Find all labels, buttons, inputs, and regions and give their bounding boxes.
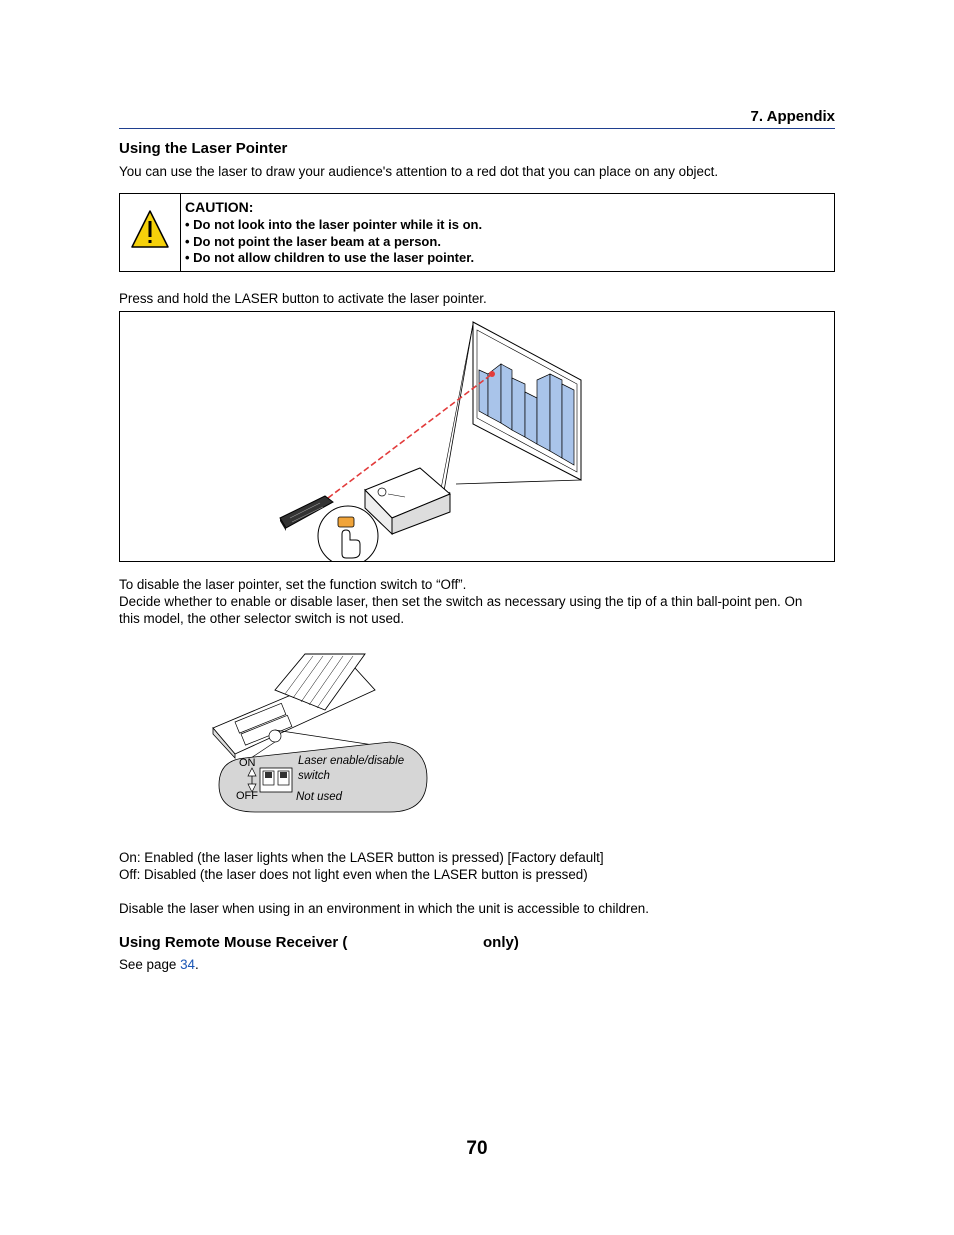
caution-item: • Do not point the laser beam at a person. bbox=[185, 234, 441, 249]
section-header: 7. Appendix bbox=[750, 108, 835, 125]
laser-switch-label-line1: Laser enable/disable bbox=[298, 755, 405, 767]
switch-off-label: OFF bbox=[236, 790, 258, 802]
laser-intro-text: You can use the laser to draw your audience's attention to a red dot that you can place on any object. bbox=[119, 164, 719, 179]
header-rule bbox=[119, 128, 835, 129]
page-34-link[interactable]: 34 bbox=[180, 957, 195, 972]
mouse-section-heading-suffix: only) bbox=[483, 934, 519, 951]
disable-instruction-3: this model, the other selector switch is not used. bbox=[119, 611, 405, 626]
caution-item: • Do not allow children to use the laser pointer. bbox=[185, 250, 475, 265]
laser-dot bbox=[489, 371, 495, 377]
children-warning-text: Disable the laser when using in an environment in which the unit is accessible to children. bbox=[119, 901, 649, 916]
switch-off-description: Off: Disabled (the laser does not light even when the LASER button is pressed) bbox=[119, 867, 588, 882]
caution-icon-cell bbox=[120, 194, 181, 271]
switch-on-label: ON bbox=[239, 757, 256, 769]
laser-switch-label-line2: switch bbox=[298, 770, 330, 782]
warning-icon bbox=[120, 194, 180, 271]
laser-button-callout bbox=[318, 506, 378, 561]
laser-usage-figure bbox=[119, 311, 835, 562]
mouse-section-heading-prefix: Using Remote Mouse Receiver ( bbox=[119, 934, 348, 951]
projector-icon bbox=[365, 468, 450, 534]
press-laser-text: Press and hold the LASER button to activate the laser pointer. bbox=[119, 291, 487, 306]
switch-on-description: On: Enabled (the laser lights when the LASER button is pressed) [Factory default] bbox=[119, 850, 604, 865]
see-page-suffix: . bbox=[194, 957, 199, 972]
see-page-line bbox=[119, 956, 839, 973]
laser-usage-illustration bbox=[120, 312, 834, 561]
not-used-label: Not used bbox=[296, 791, 343, 803]
switch-figure bbox=[205, 650, 435, 820]
see-page-prefix: See page bbox=[119, 957, 181, 972]
caution-item: • Do not look into the laser pointer while it is on. bbox=[185, 217, 483, 232]
page-number: 70 bbox=[466, 1138, 488, 1159]
disable-instruction-2: Decide whether to enable or disable laser, then set the switch as necessary using the tip of a thin ball-point pen. On bbox=[119, 594, 803, 609]
caution-title: CAUTION: bbox=[185, 199, 254, 215]
disable-instruction-1: To disable the laser pointer, set the function switch to “Off”. bbox=[119, 577, 467, 592]
laser-section-heading: Using the Laser Pointer bbox=[119, 140, 288, 157]
caution-box bbox=[119, 193, 835, 272]
